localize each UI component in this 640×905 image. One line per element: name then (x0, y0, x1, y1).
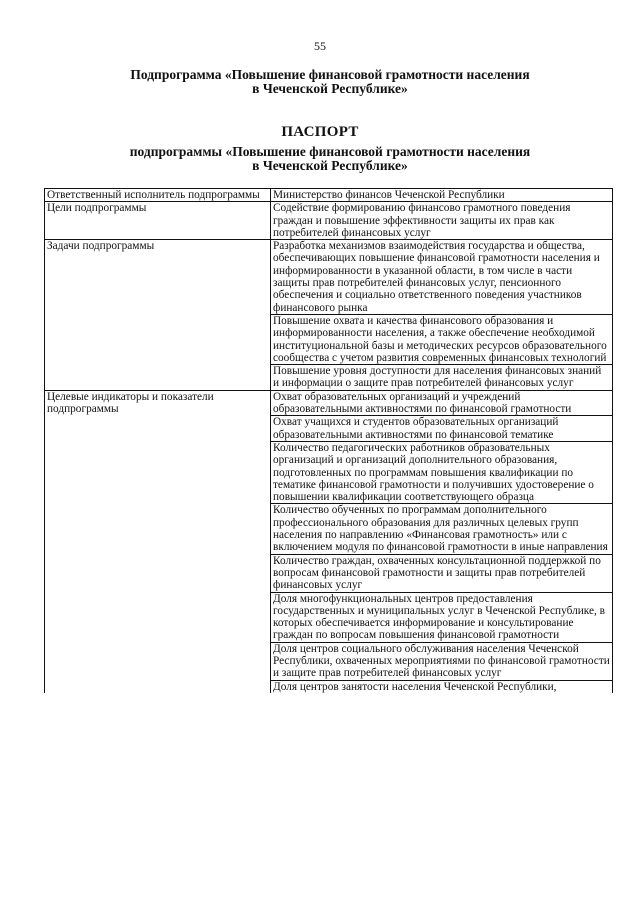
task-item: Повышение уровня доступности для населения финансовых знаний и информации о защите прав потребителей финансовых услуг (271, 365, 613, 391)
passport-subtitle (60, 145, 600, 173)
row-label-responsible-executor: Ответственный исполнитель подпрограммы (45, 189, 271, 202)
table-row (45, 240, 613, 315)
passport-table (44, 188, 613, 693)
indicator-item: Доля многофункциональных центров предоставления государственных и муниципальных услуг в Чеченской Республике, в которых обеспечивается информирование и консультирование граждан по вопросам повышения финансовой грамотности (271, 592, 613, 642)
row-value-goals: Содействие формированию финансово грамотного поведения граждан и повышение эффективности защиты их прав как потребителей финансовых услуг (271, 202, 613, 240)
table-row (45, 189, 613, 202)
indicator-item: Доля центров занятости населения Чеченской Республики, (271, 680, 613, 693)
indicator-item: Количество обученных по программам дополнительного профессионального образования для различных целевых групп населения по направлению «Финансовая грамотность» или с включением модуля по финансовой грамотности в иные направления (271, 504, 613, 554)
subprogram-title (60, 68, 600, 96)
row-label-goals: Цели подпрограммы (45, 202, 271, 240)
indicator-item: Охват образовательных организаций и учреждений образовательными активностями по финансовой грамотности (271, 390, 613, 416)
indicator-item: Количество педагогических работников образовательных организаций и организаций дополнительного образования, подготовленных по программам повышения квалификации по тематике финансовой грамотности и получивших удостоверение о повышении квалификации соответствующего образца (271, 441, 613, 503)
passport-subtitle-line-2: в Чеченской Республике» (252, 158, 408, 173)
indicator-item: Охват учащихся и студентов образовательных организаций образовательными активностями по финансовой тематике (271, 416, 613, 442)
row-label-indicators: Целевые индикаторы и показатели подпрограммы (45, 390, 271, 693)
passport-heading: ПАСПОРТ (281, 124, 359, 140)
table-row (45, 202, 613, 240)
subprogram-title-line-1: Подпрограмма «Повышение финансовой грамотности населения (130, 67, 530, 82)
task-item: Повышение охвата и качества финансового образования и информированности населения, а также обеспечение необходимой институциональной базы и методических ресурсов образовательного сообщества с учетом развития современных финансовых технологий (271, 314, 613, 364)
row-label-tasks: Задачи подпрограммы (45, 240, 271, 391)
task-item: Разработка механизмов взаимодействия государства и общества, обеспечивающих повышение финансовой грамотности населения и информированности в указанной области, в том числе в части защиты прав потребителей финансовых услуг, пенсионного обеспечения и социально ответственного поведения участников финансового рынка (271, 240, 613, 315)
indicator-item: Количество граждан, охваченных консультационной поддержкой по вопросам финансовой грамотности и защиты прав потребителей финансовых услуг (271, 554, 613, 592)
indicator-item: Доля центров социального обслуживания населения Чеченской Республики, охваченных мероприятиями по финансовой грамотности и защите прав потребителей финансовых услуг (271, 642, 613, 680)
page-bottom-margin (0, 843, 640, 905)
table-row (45, 390, 613, 416)
subprogram-title-line-2: в Чеченской Республике» (252, 81, 408, 96)
passport-subtitle-line-1: подпрограммы «Повышение финансовой грамотности населения (129, 144, 531, 159)
page-number: 55 (314, 39, 326, 53)
row-value-responsible-executor: Министерство финансов Чеченской Республики (271, 189, 613, 202)
